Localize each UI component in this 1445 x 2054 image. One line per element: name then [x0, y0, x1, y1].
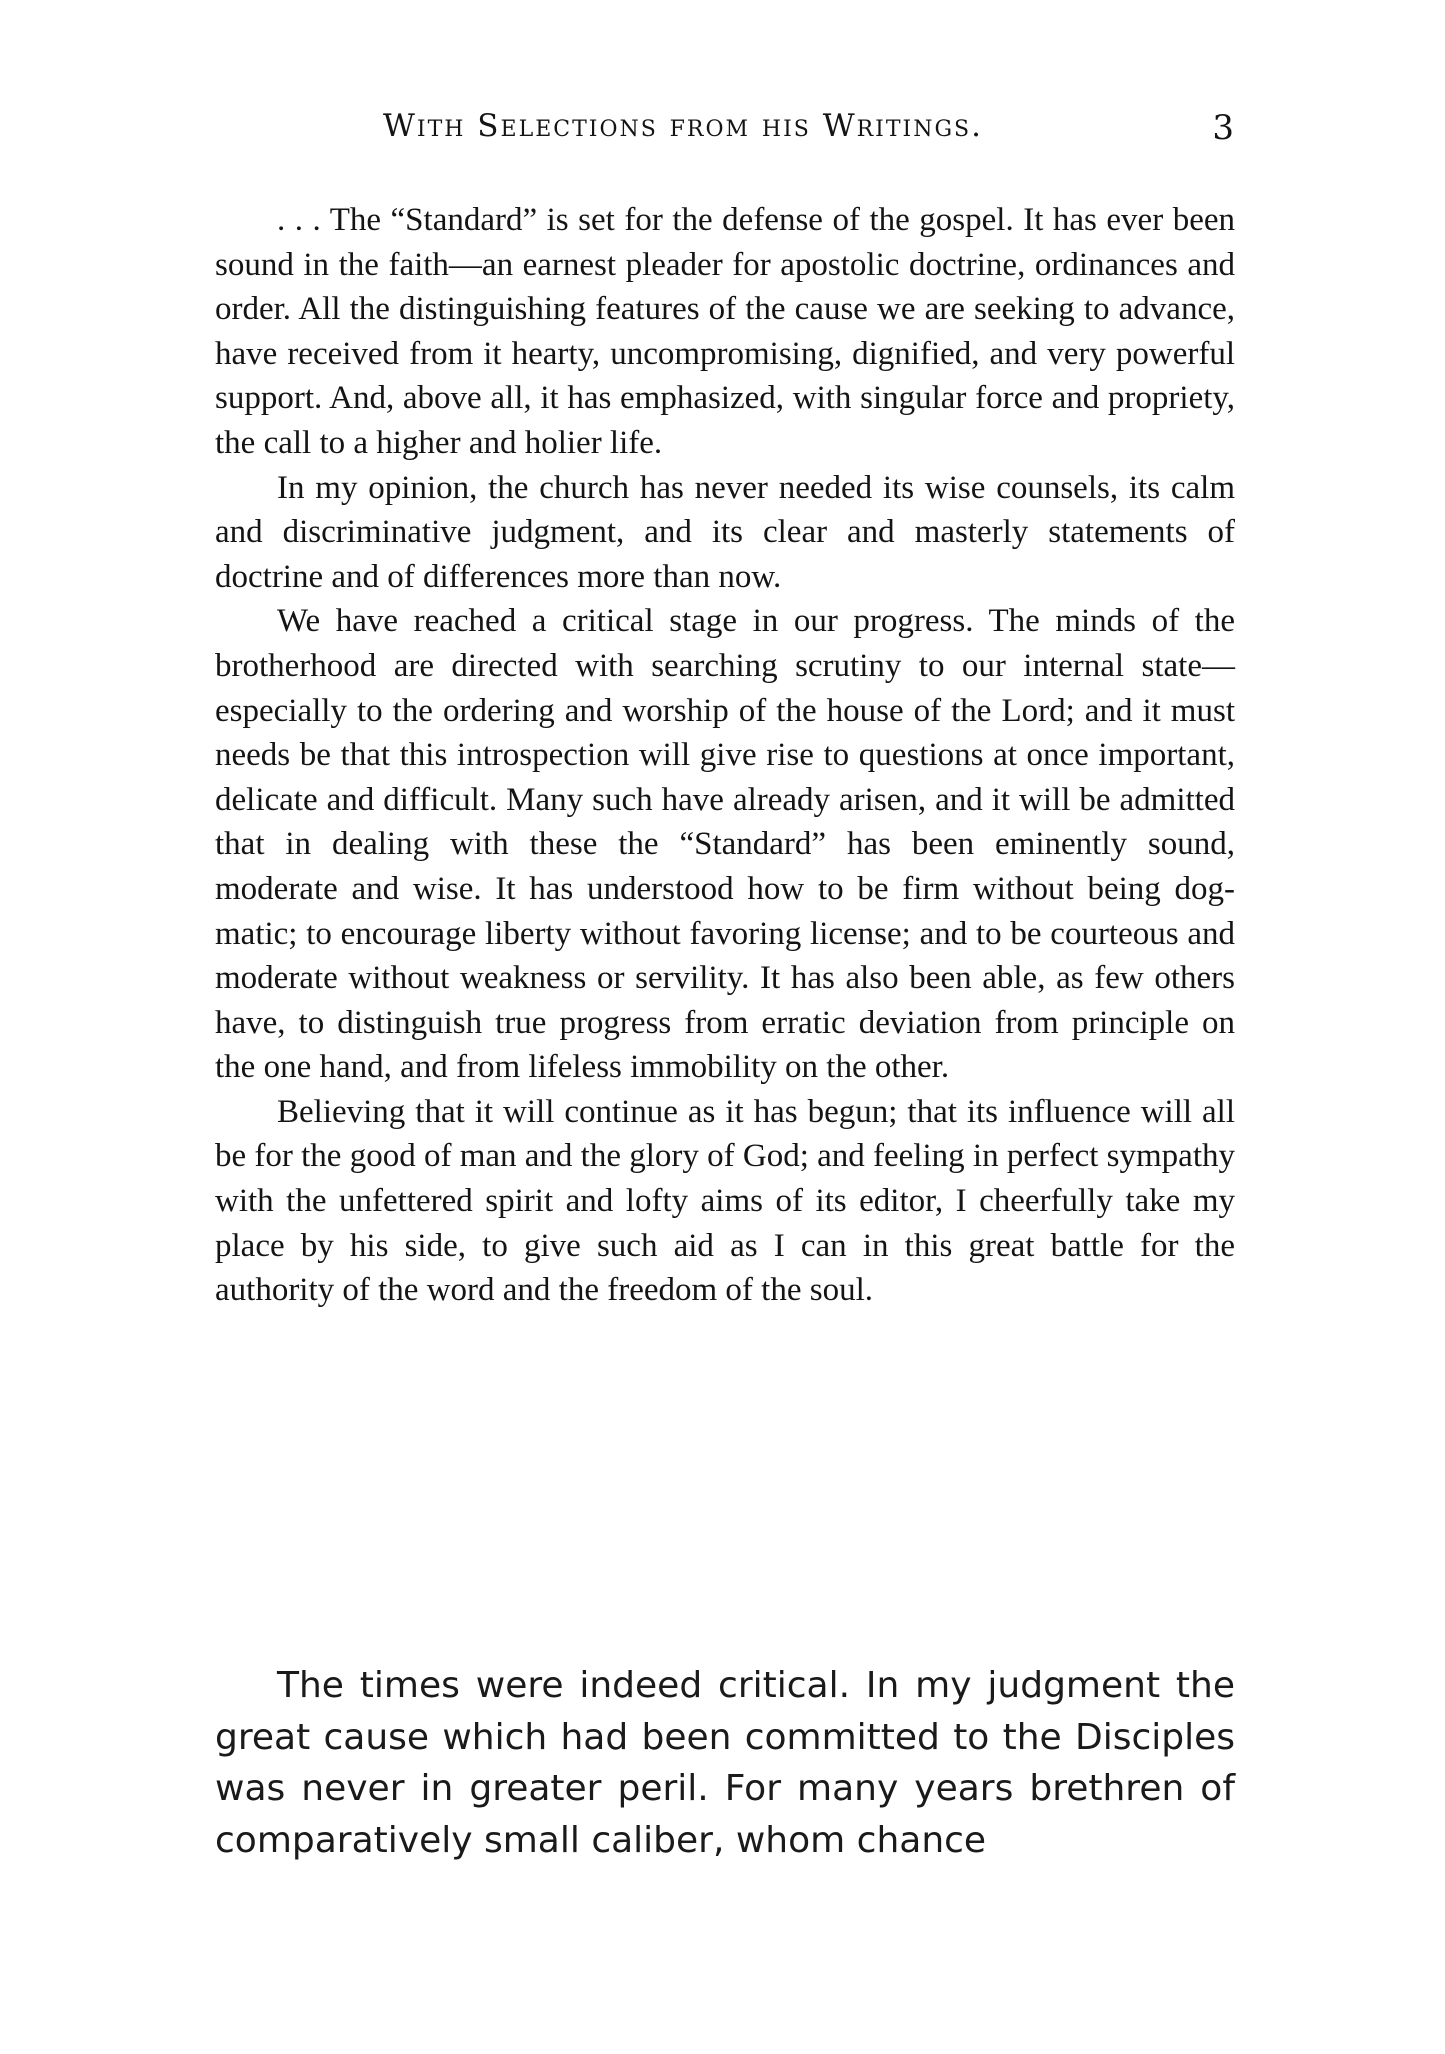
running-head [218, 100, 1234, 160]
quote-paragraph-3: We have reached a critical stage in our progress. The minds of the brotherhood are directed with searching scrutiny to our internal state—especially to the ordering and worship of the house of the Lord; and it must needs be that this introspection will give rise to questions at once important, delicate and difficult. Many such have already arisen, and it will be admitted that in dealing with these the “Standard” has been eminently sound, moderate and wise. It has understood how to be firm without being dogmatic; to encourage liberty without favoring license; and to be courteous and moderate without weakness or servility. It has also been able, as few others have, to distinguish true progress from erratic deviation from principle on the one hand, and from lifeless immobility on the other. [215, 603, 1235, 1086]
body-text [215, 1660, 1235, 1866]
page-number: 3 [1212, 108, 1234, 148]
running-title: With Selections from his Writings. [383, 108, 983, 144]
body-paragraph-1: The times were indeed critical. In my judgment the great cause which had been committed to the Disciples was never in greater peril. For many years brethren of comparatively small caliber, whom chance [215, 1665, 1235, 1861]
quote-paragraph-2: In my opinion, the church has never needed its wise counsels, its calm and discriminative judgment, and its clear and masterly statements of doctrine and of differences more than now. [215, 469, 1235, 595]
quote-paragraph-4: Believing that it will continue as it has begun; that its influence will all be for the good of man and the glory of God; and feeling in perfect sympathy with the unfettered spirit and lofty aims of its editor, I cheerfully take my place by his side, to give such aid as I can in this great battle for the authority of the word and the freedom of the soul. [215, 1093, 1235, 1309]
quoted-passage [215, 198, 1235, 1313]
quote-paragraph-1: . . . The “Standard” is set for the defense of the gospel. It has ever been sound in the faith—an earnest pleader for apostolic doctrine, ordinances and order. All the distinguishing features of the cause we are seeking to advance, have received from it hearty, uncompromising, dignified, and very powerful support. And, above all, it has emphasized, with singular force and propriety, the call to a higher and holier life. [215, 202, 1235, 461]
